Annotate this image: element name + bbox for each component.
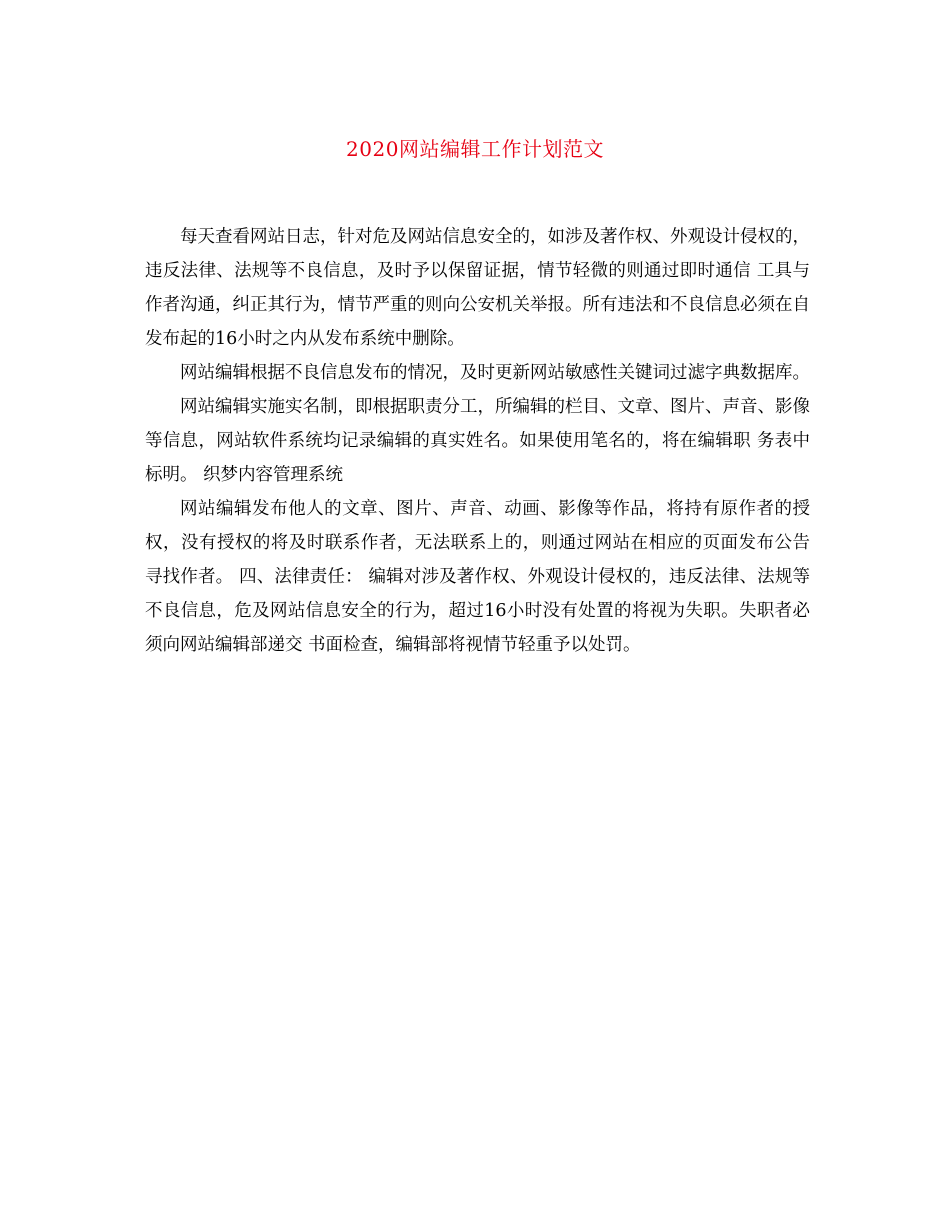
body-paragraph-4: 网站编辑发布他人的文章、图片、声音、动画、影像等作品，将持有原作者的授权，没有授权的将及时联系作者，无法联系上的，则通过网站在相应的页面发布公告 寻找作者。 四、法律责任： 编辑对涉及著作权、外观设计侵权的，违反法律、法规等不良信息，危及网站信息安全的行为，超过16小时没有处置的将视为失职。失职者必须向网站编辑部递交 书面检查，编辑部将视情节轻重予以处罚。: [145, 499, 810, 655]
document-title: 2020网站编辑工作计划范文: [346, 137, 604, 161]
body-paragraph-2: 网站编辑根据不良信息发布的情况，及时更新网站敏感性关键词过滤字典数据库。: [180, 363, 810, 383]
body-paragraph-3: 网站编辑实施实名制，即根据职责分工，所编辑的栏目、文章、图片、声音、影像等信息，网站软件系统均记录编辑的真实姓名。如果使用笔名的，将在编辑职 务表中标明。 织梦内容管理系统: [145, 397, 810, 485]
body-paragraph-1: 每天查看网站日志，针对危及网站信息安全的，如涉及著作权、外观设计侵权的，违反法律、法规等不良信息，及时予以保留证据，情节轻微的则通过即时通信 工具与作者沟通，纠正其行为，情节严重的则向公安机关举报。所有违法和不良信息必须在自发布起的16小时之内从发布系统中删除。: [145, 227, 810, 349]
document-body: [145, 220, 810, 662]
